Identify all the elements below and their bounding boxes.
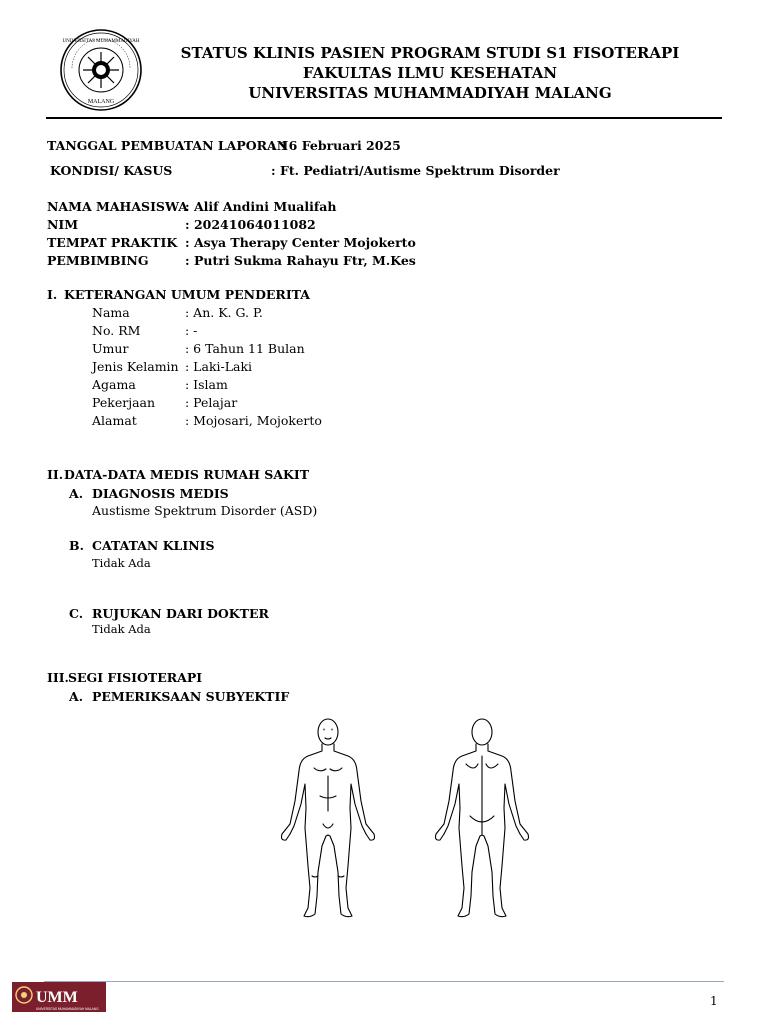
subsection-c-letter: C. <box>69 606 84 621</box>
patient-field-label: Nama <box>92 305 130 320</box>
footer-divider <box>44 981 724 982</box>
seal-text-top: UNIVERSITAS MUHAMMADIYAH <box>62 39 140 44</box>
subsection-b-letter: B. <box>69 538 84 553</box>
header-divider <box>46 117 722 119</box>
subsection-3a-title: PEMERIKSAAN SUBYEKTIF <box>92 689 290 704</box>
section-3-heading <box>0 670 768 688</box>
header-title-line2: FAKULTAS ILMU KESEHATAN <box>302 64 558 82</box>
section-2-number: II. <box>47 467 64 482</box>
referral-text: Tidak Ada <box>92 622 151 636</box>
subsection-c-title: RUJUKAN DARI DOKTER <box>92 606 269 621</box>
patient-field-label: Pekerjaan <box>92 395 156 410</box>
student-row <box>0 235 768 253</box>
practice-place-label: TEMPAT PRAKTIK <box>47 235 178 250</box>
section-1-number: I. <box>47 287 58 302</box>
page-number: 1 <box>710 994 718 1008</box>
clinical-notes-row <box>0 556 768 574</box>
subsection-3a-heading <box>0 689 768 707</box>
patient-field-row <box>0 323 768 341</box>
patient-field-value: : - <box>185 323 198 338</box>
section-1-heading <box>0 287 768 305</box>
patient-field-label: Alamat <box>92 413 137 428</box>
patient-field-label: Agama <box>92 377 136 392</box>
umm-logo-subtext: UNIVERSITAS MUHAMMADIYAH MALANG <box>36 1007 99 1011</box>
umm-footer-logo <box>12 982 106 1012</box>
subsection-3a-letter: A. <box>69 689 84 704</box>
umm-logo-text: UMM <box>36 989 78 1006</box>
section-1-title: KETERANGAN UMUM PENDERITA <box>64 287 310 302</box>
supervisor-label: PEMBIMBING <box>47 253 149 268</box>
patient-field-row <box>0 395 768 413</box>
report-date-row <box>0 138 768 156</box>
patient-field-row <box>0 359 768 377</box>
subsection-a-heading <box>0 486 768 504</box>
body-chart-figure <box>270 716 540 926</box>
patient-field-label: Umur <box>92 341 129 356</box>
case-row <box>0 163 768 181</box>
university-seal-logo <box>52 28 150 113</box>
patient-field-value: : Islam <box>185 377 228 392</box>
section-3-title: SEGI FISIOTERAPI <box>68 670 203 685</box>
subsection-a-title: DIAGNOSIS MEDIS <box>92 486 229 501</box>
patient-field-label: Jenis Kelamin <box>92 359 179 374</box>
subsection-b-heading <box>0 538 768 556</box>
case-value: : Ft. Pediatri/Autisme Spektrum Disorder <box>271 163 560 178</box>
practice-place-value: : Asya Therapy Center Mojokerto <box>185 235 416 250</box>
patient-field-value: : Pelajar <box>185 395 238 410</box>
patient-field-row <box>0 377 768 395</box>
student-name-value: : Alif Andini Mualifah <box>185 199 337 214</box>
patient-field-row <box>0 305 768 323</box>
diagnosis-text-row <box>0 503 768 521</box>
patient-field-value: : Laki-Laki <box>185 359 253 374</box>
subsection-b-title: CATATAN KLINIS <box>92 538 215 553</box>
student-nim-value: : 20241064011082 <box>185 217 316 232</box>
section-3-number: III. <box>47 670 69 685</box>
report-date-value: : 16 Februari 2025 <box>271 138 401 153</box>
patient-field-row <box>0 341 768 359</box>
student-row <box>0 217 768 235</box>
section-2-heading <box>0 467 768 485</box>
section-2-title: DATA-DATA MEDIS RUMAH SAKIT <box>64 467 310 482</box>
patient-field-value: : 6 Tahun 11 Bulan <box>185 341 305 356</box>
header-title-line1: STATUS KLINIS PASIEN PROGRAM STUDI S1 FISOTERAPI <box>180 44 680 62</box>
subsection-a-letter: A. <box>69 486 84 501</box>
report-date-label: TANGGAL PEMBUATAN LAPORAN <box>47 138 289 153</box>
case-label: KONDISI/ KASUS <box>50 163 173 178</box>
back-body-outline <box>436 719 529 917</box>
patient-field-value: : Mojosari, Mojokerto <box>185 413 322 428</box>
student-row <box>0 199 768 217</box>
header-title-line3: UNIVERSITAS MUHAMMADIYAH MALANG <box>248 84 612 102</box>
front-body-outline <box>282 719 375 917</box>
student-name-label: NAMA MAHASISWA <box>47 199 188 214</box>
supervisor-value: : Putri Sukma Rahayu Ftr, M.Kes <box>185 253 416 268</box>
patient-field-value: : An. K. G. P. <box>185 305 263 320</box>
diagnosis-text: Austisme Spektrum Disorder (ASD) <box>92 503 318 518</box>
student-row <box>0 253 768 271</box>
patient-field-row <box>0 413 768 431</box>
clinical-notes-text: Tidak Ada <box>92 556 151 570</box>
seal-text-bottom: MALANG <box>87 99 115 105</box>
student-nim-label: NIM <box>47 217 79 232</box>
referral-row <box>0 622 768 640</box>
patient-field-label: No. RM <box>92 323 141 338</box>
